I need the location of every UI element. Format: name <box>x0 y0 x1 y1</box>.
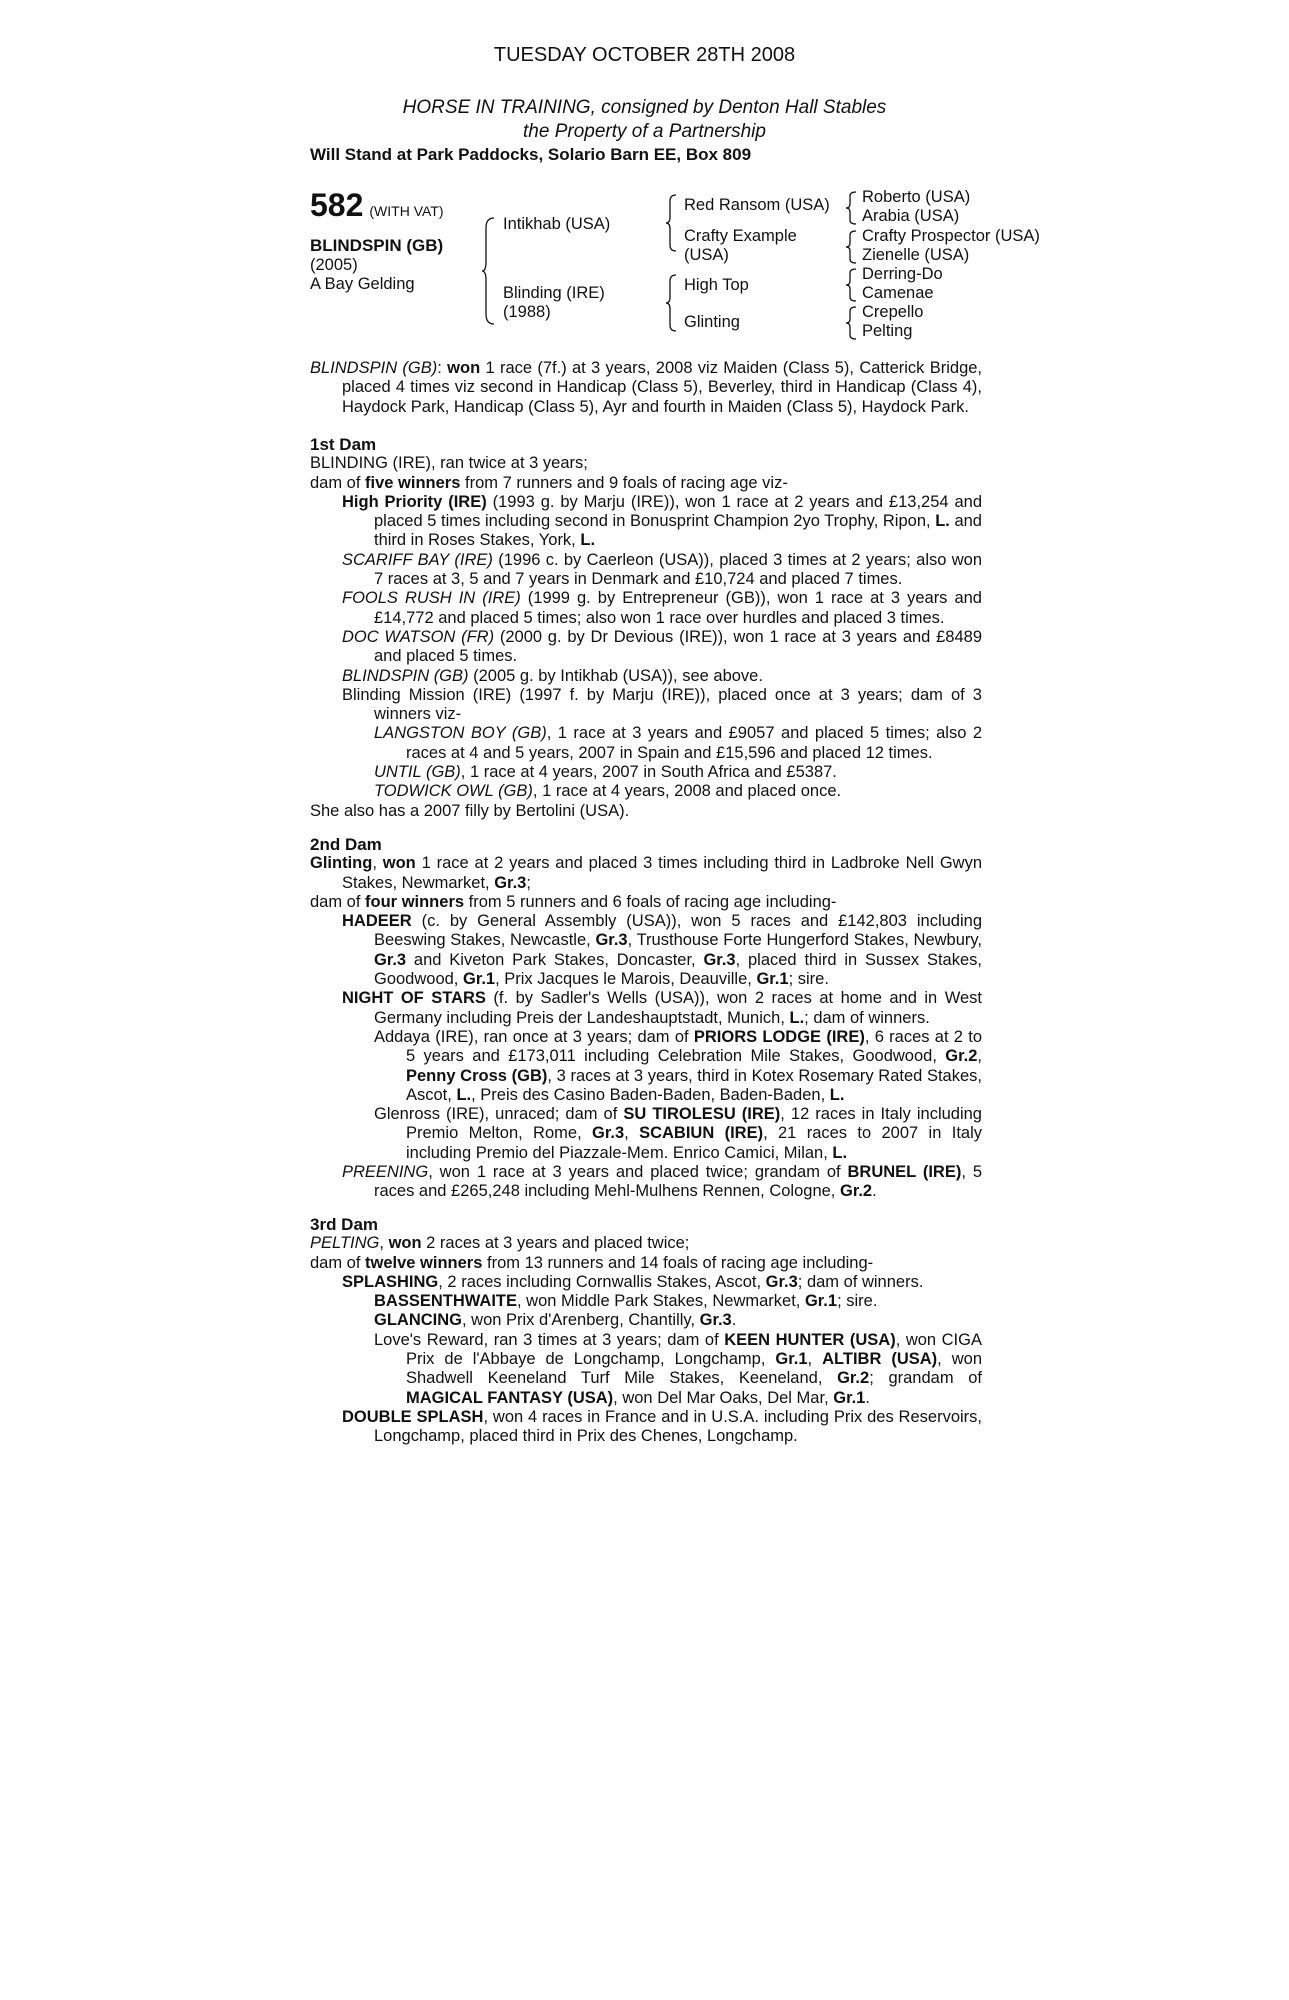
dam-intro: BLINDING (IRE), ran twice at 3 years; <box>310 454 588 473</box>
produce-entry: NIGHT OF STARS (f. by Sadler's Wells (USA)), won 2 races at home and in West Germany including Preis der Landeshauptstadt, Munich, L.; dam of winners. <box>342 989 982 1027</box>
race-record <box>310 359 982 417</box>
pedigree-brace <box>846 267 858 303</box>
produce-entry: HADEER (c. by General Assembly (USA)), won 5 races and £142,803 including Beeswing Stakes, Newcastle, Gr.3, Trusthouse Forte Hungerford Stakes, Newbury, Gr.3 and Kiveton Park Stakes, Doncaster, Gr.3, placed third in Sussex Stakes, Goodwood, Gr.1, Prix Jacques le Marois, Deauville, Gr.1; sire. <box>342 912 982 989</box>
third-dam-section <box>310 1215 982 1447</box>
gg-dam-4: Pelting <box>862 322 913 340</box>
pedigree-brace <box>482 216 496 326</box>
dam-of-line: dam of four winners from 5 runners and 6 foals of racing age including- <box>310 892 837 911</box>
race-record-paragraph: BLINDSPIN (GB): won 1 race (7f.) at 3 years, 2008 viz Maiden (Class 5), Catterick Bridge, placed 4 times viz second in Handicap (Class 5), Beverley, third in Handicap (Class 4), Haydock Park, Handicap (Class 5), Ayr and fourth in Maiden (Class 5), Haydock Park. <box>310 359 983 416</box>
gg-sire-1: Roberto (USA) <box>862 188 971 206</box>
gg-sire-4: Crepello <box>862 303 924 321</box>
dam-intro: PELTING, won 2 races at 3 years and placed twice; <box>310 1234 690 1253</box>
section-title: 1st Dam <box>310 435 377 454</box>
dam-of-line: dam of five winners from 7 runners and 9 foals of racing age viz- <box>310 473 788 492</box>
gg-sire-3: Derring-Do <box>862 265 943 283</box>
sire-sire: Red Ransom (USA) <box>684 196 830 214</box>
pedigree-brace <box>666 273 678 333</box>
gg-dam-3: Camenae <box>862 284 934 302</box>
horse-year: (2005) <box>310 256 358 274</box>
pedigree-brace <box>846 229 858 265</box>
closing-note: She also has a 2007 filly by Bertolini (USA). <box>310 801 630 820</box>
vat-note: (WITH VAT) <box>369 203 444 219</box>
produce-sub-entry: Glenross (IRE), unraced; dam of SU TIROLESU (IRE), 12 races in Italy including Premio Melton, Rome, Gr.3, SCABIUN (IRE), 21 races to 2007 in Italy including Premio del Piazzale-Mem. Enrico Camici, Milan, L. <box>374 1105 982 1162</box>
pedigree-brace <box>666 193 678 253</box>
pedigree-brace <box>846 190 858 226</box>
dam-sire: High Top <box>684 276 749 294</box>
horse-name-ref: BLINDSPIN (GB) <box>310 359 438 377</box>
produce-sub-entry: LANGSTON BOY (GB), 1 race at 3 years and £9057 and placed 5 times; also 2 races at 4 and 5 years, 2007 in Spain and £15,596 and placed 12 times. <box>374 724 983 762</box>
dam-intro: Glinting, won 1 race at 2 years and placed 3 times including third in Ladbroke Nell Gwyn Stakes, Newmarket, Gr.3; <box>310 854 983 892</box>
produce-sub-entry: UNTIL (GB), 1 race at 4 years, 2007 in South Africa and £5387. <box>374 763 837 782</box>
produce-entry: High Priority (IRE) (1993 g. by Marju (IRE)), won 1 race at 2 years and £13,254 and placed 5 times including second in Bonusprint Champion 2yo Trophy, Ripon, L. and third in Roses Stakes, York, L. <box>342 492 982 550</box>
dam: Blinding (IRE) <box>503 284 605 302</box>
consignment-line: HORSE IN TRAINING, consigned by Denton Hall Stables <box>402 97 887 118</box>
sire: Intikhab (USA) <box>503 215 611 233</box>
produce-sub-entry: TODWICK OWL (GB), 1 race at 4 years, 2008 and placed once. <box>374 782 842 801</box>
produce-entry: FOOLS RUSH IN (IRE) (1999 g. by Entrepreneur (GB)), won 1 race at 3 years and £14,772 and placed 5 times; also won 1 race over hurdles and placed 3 times. <box>342 589 982 627</box>
produce-sub-entry: Addaya (IRE), ran once at 3 years; dam of PRIORS LODGE (IRE), 6 races at 2 to 5 years and £173,011 including Celebration Mile Stakes, Goodwood, Gr.2, Penny Cross (GB), 3 races at 3 years, third in Kotex Rosemary Rated Stakes, Ascot, L., Preis des Casino Baden-Baden, Baden-Baden, L. <box>374 1027 983 1104</box>
sire-dam: Crafty Example <box>684 227 797 245</box>
produce-entry: SPLASHING, 2 races including Cornwallis Stakes, Ascot, Gr.3; dam of winners. <box>342 1272 924 1291</box>
second-dam-section <box>310 835 982 1202</box>
produce-entry: DOUBLE SPLASH, won 4 races in France and in U.S.A. including Prix des Reservoirs, Longchamp, placed third in Prix des Chenes, Longchamp. <box>342 1407 982 1446</box>
dam-of-line: dam of twelve winners from 13 runners and 14 foals of racing age including- <box>310 1253 874 1272</box>
first-dam-section <box>310 435 982 821</box>
dam-dam: Glinting <box>684 313 740 331</box>
produce-entry: BLINDSPIN (GB) (2005 g. by Intikhab (USA)), see above. <box>342 666 763 685</box>
section-title: 3rd Dam <box>310 1215 379 1234</box>
gg-sire-2: Crafty Prospector (USA) <box>862 227 1040 245</box>
property-line: the Property of a Partnership <box>523 121 766 142</box>
stand-location: Will Stand at Park Paddocks, Solario Barn EE, Box 809 <box>310 145 752 164</box>
dam-year: (1988) <box>503 303 551 321</box>
gg-dam-2: Zienelle (USA) <box>862 246 970 264</box>
produce-entry: SCARIFF BAY (IRE) (1996 c. by Caerleon (USA)), placed 3 times at 2 years; also won 7 races at 3, 5 and 7 years in Denmark and £10,724 and placed 7 times. <box>342 550 982 589</box>
produce-entry: DOC WATSON (FR) (2000 g. by Dr Devious (IRE)), won 1 race at 3 years and £8489 and placed 5 times. <box>342 627 982 666</box>
horse-description: A Bay Gelding <box>310 275 415 293</box>
produce-entry: Blinding Mission (IRE) (1997 f. by Marju (IRE)), placed once at 3 years; dam of 3 winners viz- <box>342 685 982 724</box>
sire-dam-origin: (USA) <box>684 246 729 264</box>
lot-number: 582 <box>310 187 364 223</box>
produce-entry: PREENING, won 1 race at 3 years and placed twice; grandam of BRUNEL (IRE), 5 races and £265,248 including Mehl-Mulhens Rennen, Cologne, Gr.2. <box>342 1163 982 1201</box>
race-record-text: 1 race (7f.) at 3 years, 2008 viz Maiden (Class 5), Catterick Bridge, placed 4 times viz second in Handicap (Class 5), Beverley, third in Handicap (Class 4), Haydock Park, Handicap (Class 5), Ayr and fourth in Maiden (Class 5), Haydock Park. <box>342 359 983 416</box>
produce-sub-entry: BASSENTHWAITE, won Middle Park Stakes, Newmarket, Gr.1; sire. <box>374 1292 878 1311</box>
produce-sub-entry: GLANCING, won Prix d'Arenberg, Chantilly, Gr.3. <box>374 1311 737 1330</box>
horse-name: BLINDSPIN (GB) <box>310 236 444 255</box>
produce-sub-entry: Love's Reward, ran 3 times at 3 years; dam of KEEN HUNTER (USA), won CIGA Prix de l'Abbaye de Longchamp, Longchamp, Gr.1, ALTIBR (USA), won Shadwell Keeneland Turf Mile Stakes, Keeneland, Gr.2; grandam of MAGICAL FANTASY (USA), won Del Mar Oaks, Del Mar, Gr.1. <box>374 1330 983 1407</box>
sale-date: TUESDAY OCTOBER 28TH 2008 <box>493 44 796 66</box>
lot-number-block <box>310 187 444 224</box>
gg-dam-1: Arabia (USA) <box>862 207 960 225</box>
won-label: won <box>447 359 481 377</box>
section-title: 2nd Dam <box>310 835 382 854</box>
pedigree-brace <box>846 305 858 341</box>
